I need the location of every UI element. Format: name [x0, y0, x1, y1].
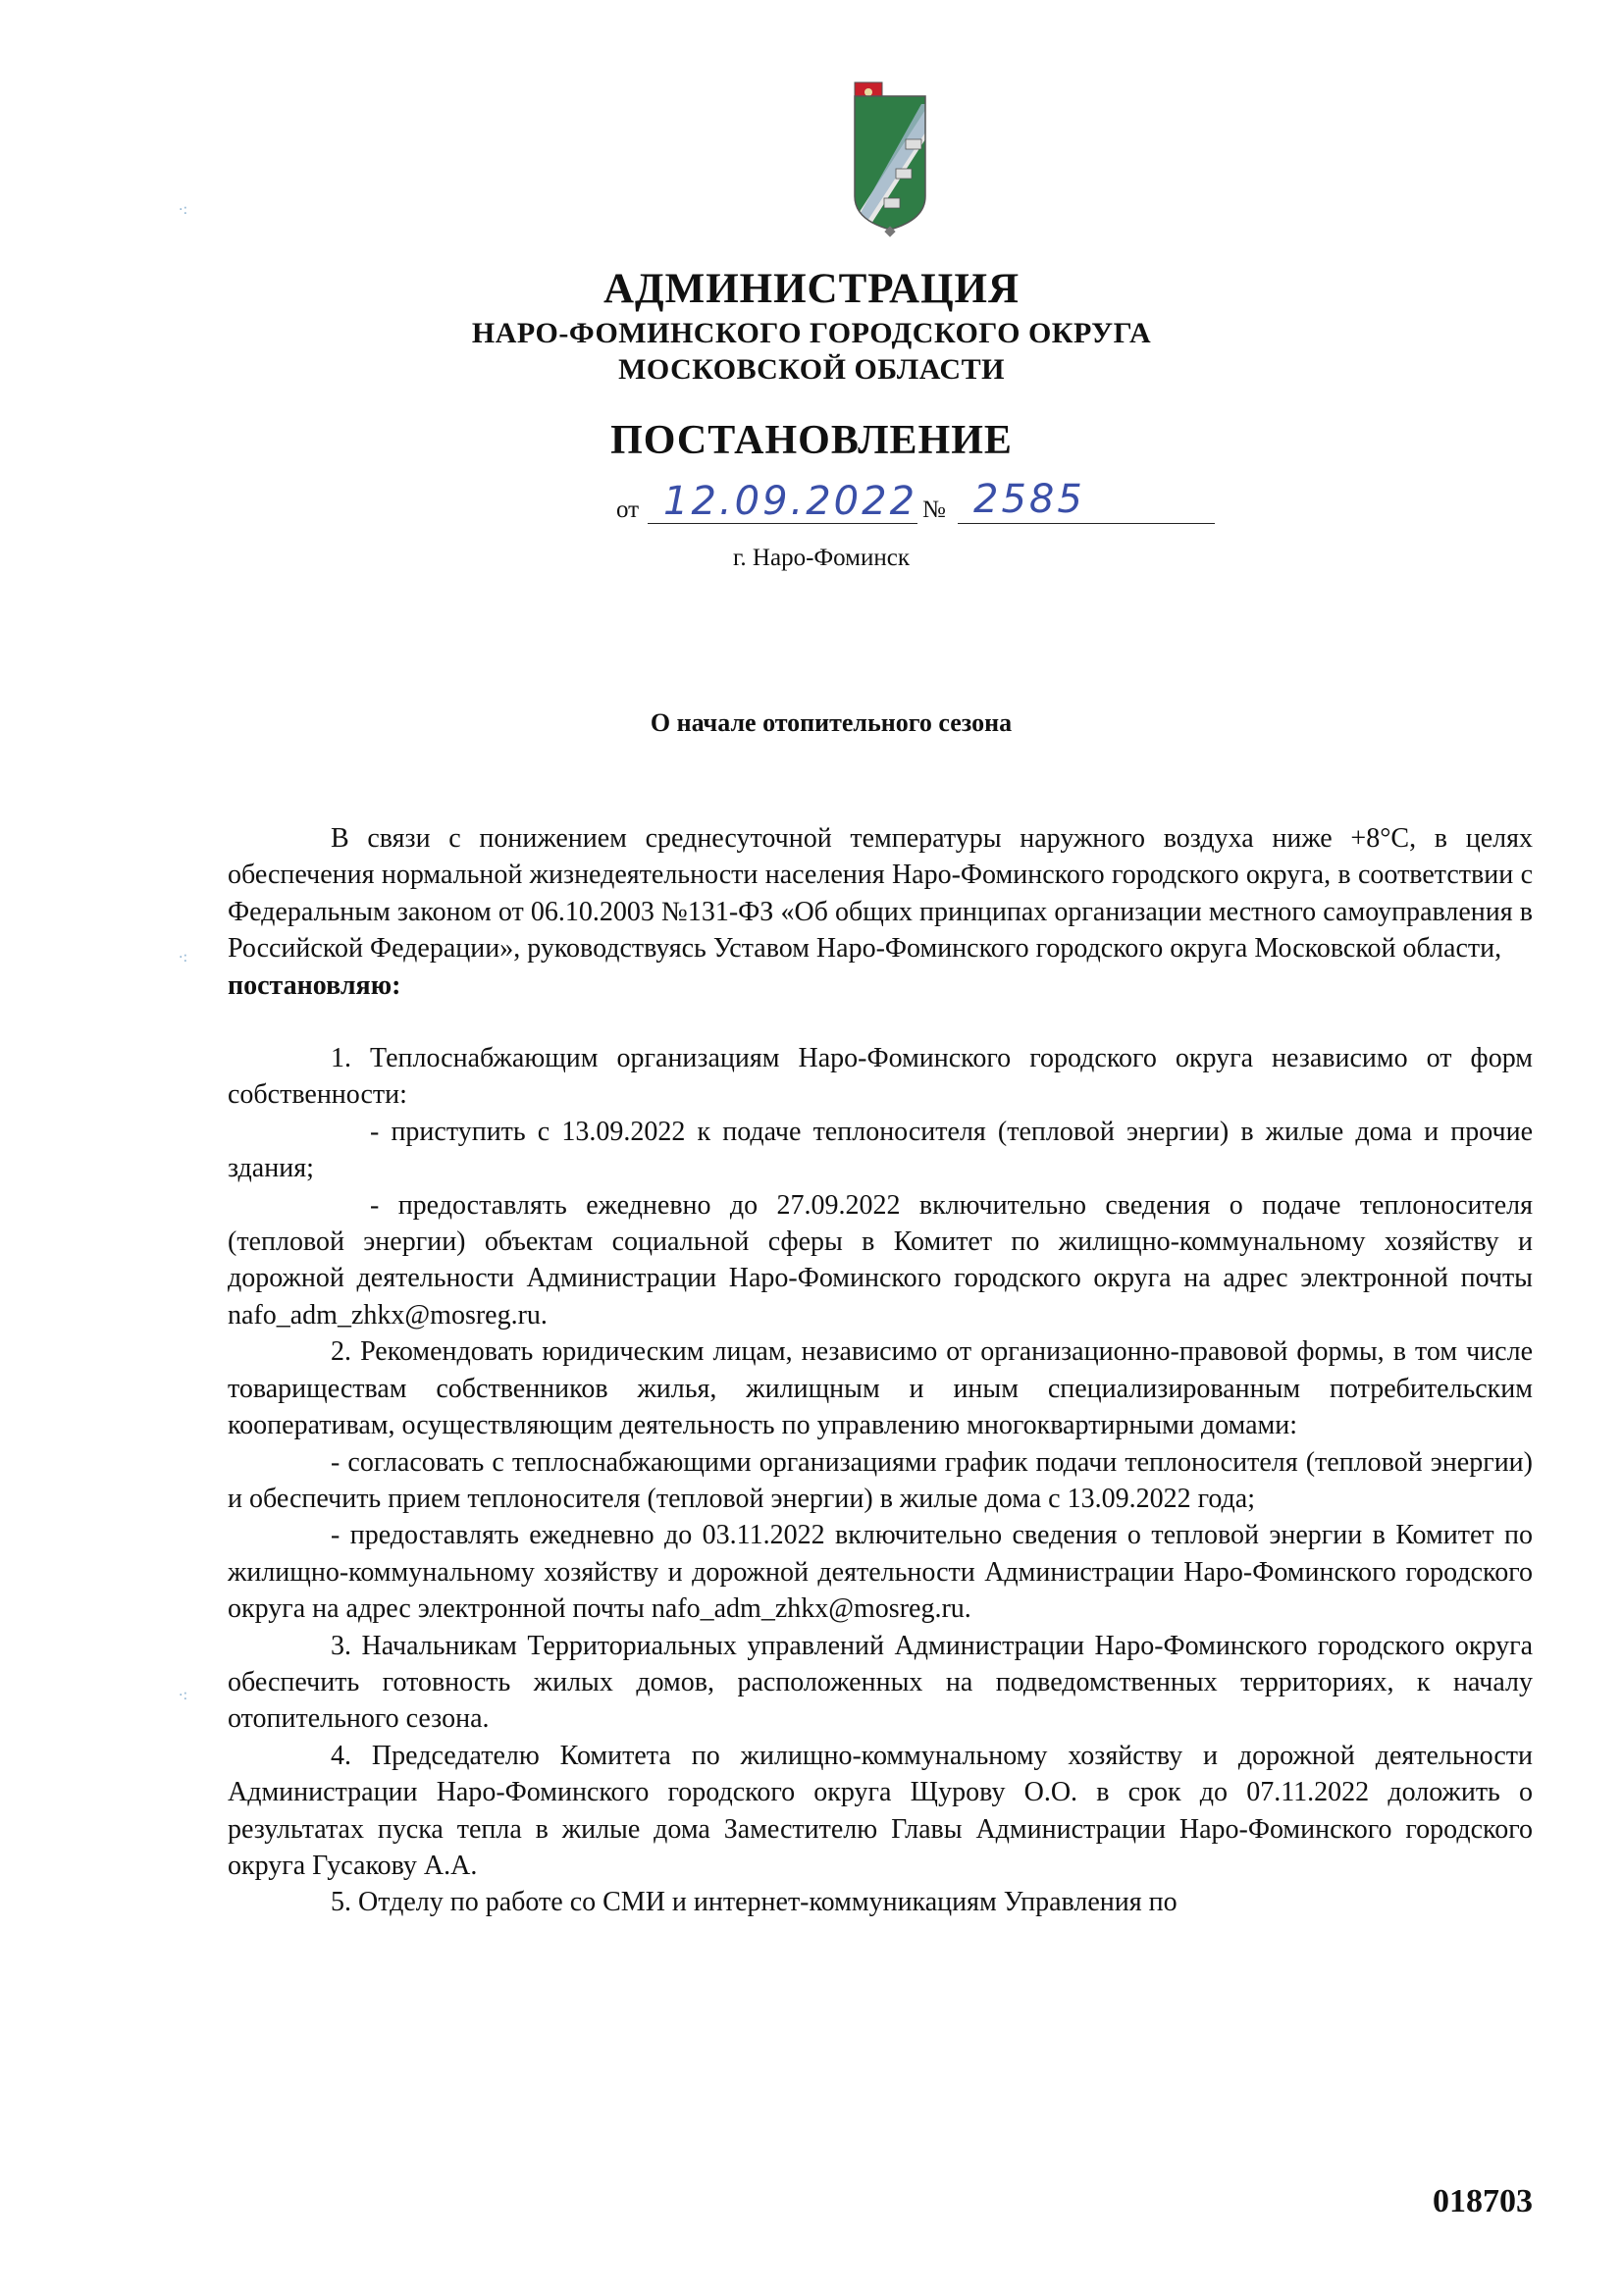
item-3: 3. Начальникам Территориальных управлений Администрации Наро-Фоминского городского округа обеспечить готовность жилых домов, расположенных на подведомственных территориях, к началу отопительного сезона. [228, 1630, 1533, 1735]
org-subtitle-line1: НАРО-ФОМИНСКОГО ГОРОДСКОГО ОКРУГА [471, 317, 1152, 349]
coat-of-arms-icon [853, 80, 927, 239]
item-1-b: - предоставлять ежедневно до 27.09.2022 включительно сведения о подаче теплоносителя (тепловой энергии) объектам социальной сферы в Комитет по жилищно-коммунальному хозяйству и дорожной деятельности Администрации Наро-Фоминского городского округа на адрес электронной почты nafo_adm_zhkx@mosreg.ru. [228, 1189, 1533, 1331]
document-serial-number: 018703 [1433, 2183, 1533, 2219]
scan-speck: ·: [179, 1688, 188, 1703]
handwritten-date: 12.09.2022 [663, 479, 918, 524]
item-2-a: - согласовать с теплоснабжающими организациями график подачи теплоносителя (тепловой энергии) и обеспечить прием теплоносителя (тепловой энергии) в жилые дома с 13.09.2022 года; [228, 1446, 1533, 1514]
intro-text: В связи с понижением среднесуточной температуры наружного воздуха ниже +8°С, в целях обеспечения нормальной жизнедеятельности населения Наро-Фоминского городского округа, в соответствии с Федеральным законом от 06.10.2003 №131-ФЗ «Об общих принципах организации местного самоуправления в Российской Федерации», руководствуясь Уставом Наро-Фоминского городского округа Московской области, [228, 823, 1533, 965]
item-2: 2. Рекомендовать юридическим лицам, независимо от организационно-правовой формы, в том числе товариществам собственников жилья, жилищным и иным специализированным потребительским кооперативам, осуществляющим деятельность по управлению многоквартирными домами: [228, 1336, 1533, 1441]
number-underline [958, 523, 1215, 524]
resolve-keyword: постановляю: [228, 969, 401, 1001]
document-type: ПОСТАНОВЛЕНИЕ [610, 418, 1013, 463]
from-label: от [616, 496, 640, 523]
item-5: 5. Отделу по работе со СМИ и интернет-коммуникациям Управления по [331, 1887, 1178, 1918]
scan-speck: ·: [179, 950, 188, 965]
item-2-b: - предоставлять ежедневно до 03.11.2022 включительно сведения о тепловой энергии в Комитет по жилищно-коммунальному хозяйству и дорожной деятельности Администрации Наро-Фоминского городского округа на адрес электронной почты nafo_adm_zhkx@mosreg.ru. [228, 1520, 1533, 1625]
document-subject: О начале отопительного сезона [650, 708, 1013, 737]
org-title: АДМИНИСТРАЦИЯ [602, 266, 1021, 312]
document-body [228, 820, 1533, 1921]
scan-speck: ·: [179, 202, 188, 218]
org-subtitle-line2: МОСКОВСКОЙ ОБЛАСТИ [618, 353, 1005, 386]
item-1-a: - приступить с 13.09.2022 к подаче теплоносителя (тепловой энергии) в жилые дома и прочие здания; [228, 1116, 1533, 1184]
item-4: 4. Председателю Комитета по жилищно-коммунальному хозяйству и дорожной деятельности Администрации Наро-Фоминского городского округа Щурову О.О. в срок до 07.11.2022 доложить о результатах пуска тепла в жилые дома Заместителю Главы Администрации Наро-Фоминского городского округа Гусакову А.А. [228, 1740, 1533, 1881]
handwritten-number: 2585 [973, 477, 1085, 522]
item-1: 1. Теплоснабжающим организациям Наро-Фоминского городского округа независимо от форм собственности: [228, 1043, 1533, 1111]
date-number-line [0, 477, 1623, 528]
number-label: № [922, 496, 946, 523]
intro-paragraph [228, 820, 1533, 1004]
city-label: г. Наро-Фоминск [732, 545, 910, 571]
